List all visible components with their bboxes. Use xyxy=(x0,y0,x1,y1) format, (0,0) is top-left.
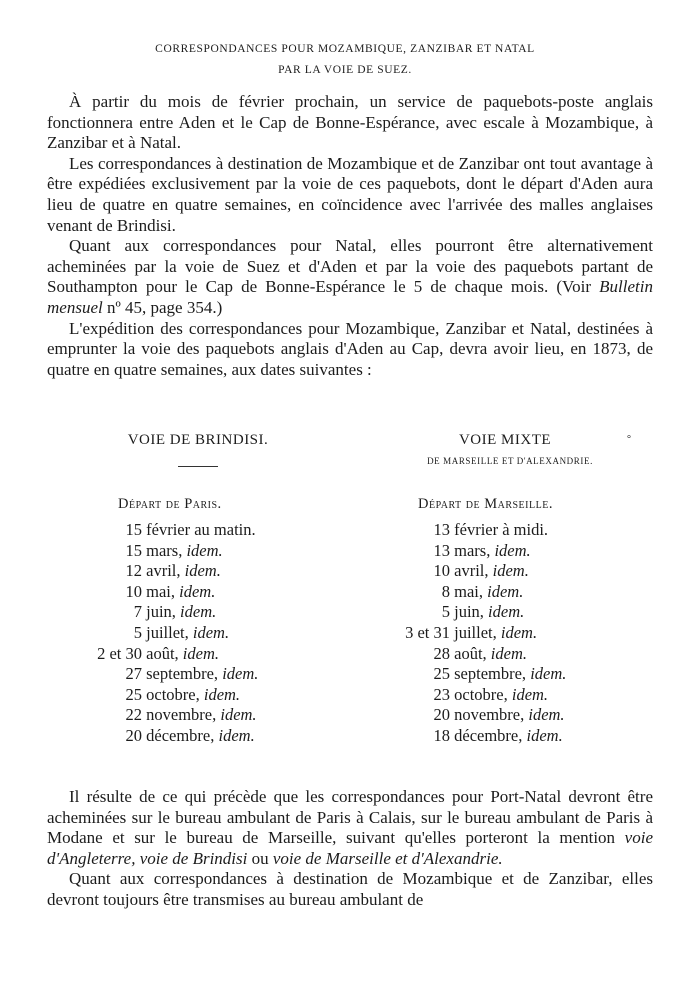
intro-text xyxy=(47,92,653,380)
outro-text xyxy=(47,787,653,911)
date-row xyxy=(70,561,258,582)
date-day: 10 xyxy=(125,581,142,601)
idem-text: idem. xyxy=(488,602,525,622)
date-month: octobre, xyxy=(142,684,204,704)
date-row xyxy=(70,623,258,644)
date-day: 8 xyxy=(441,581,450,601)
date-month: octobre, xyxy=(450,684,512,704)
left-departure-heading: Départ de Paris. xyxy=(118,496,222,512)
idem-text: idem. xyxy=(203,684,241,704)
date-row xyxy=(70,705,258,726)
idem-text: idem. xyxy=(526,725,563,745)
date-day: 5 xyxy=(441,602,450,622)
date-month: novembre, xyxy=(450,705,529,725)
date-row xyxy=(70,582,258,603)
date-day: 13 xyxy=(433,540,450,560)
idem-text: idem. xyxy=(487,581,524,601)
text-run: Il résulte de ce qui précède que les correspondances pour Port-Natal devront être acheminées sur le bureau ambulant de Paris à Calais, sur le bureau ambulant de Paris à Modane et sur le bureau de Marseille, suivant qu'elles porteront la mention xyxy=(47,787,653,848)
paragraph-2 xyxy=(47,154,653,236)
date-day: 23 xyxy=(433,684,450,704)
idem-text: idem. xyxy=(500,622,538,642)
date-day: 13 xyxy=(433,520,450,539)
date-month: juillet, xyxy=(450,622,501,642)
date-day: 15 xyxy=(125,520,142,539)
paragraph-5 xyxy=(47,787,653,869)
idem-text: idem. xyxy=(218,725,255,745)
date-day: 20 xyxy=(433,705,450,725)
date-row xyxy=(388,685,566,706)
date-month: août, xyxy=(450,643,491,663)
date-month: mars, xyxy=(142,540,187,560)
date-row xyxy=(70,685,258,706)
date-day: 2 et 30 xyxy=(97,643,142,663)
date-month: juin, xyxy=(142,602,181,622)
date-day: 7 xyxy=(133,602,142,622)
text-run: Quant aux correspondances à destination de Mozambique et de Zanzibar, elles devront toujours être transmises au bureau ambulant de xyxy=(47,869,653,909)
left-column-title: VOIE DE BRINDISI. xyxy=(127,432,269,448)
date-day: 10 xyxy=(433,561,450,581)
text-run: nº 45, page 354.) xyxy=(102,297,223,317)
date-row xyxy=(70,541,258,562)
date-month: décembre, xyxy=(142,725,219,745)
right-date-list xyxy=(388,520,566,747)
date-row xyxy=(388,705,566,726)
italic-run: Bulletin mensuel xyxy=(47,277,653,317)
date-row xyxy=(70,726,258,747)
idem-text: idem. xyxy=(530,664,567,684)
date-month: mars, xyxy=(450,540,495,560)
date-month: septembre, xyxy=(142,664,223,684)
left-date-list xyxy=(70,520,258,747)
date-row xyxy=(388,541,566,562)
date-day: 25 xyxy=(433,664,450,684)
date-day: 28 xyxy=(433,643,450,663)
idem-text: idem. xyxy=(180,602,217,622)
date-day: 15 xyxy=(125,540,142,560)
idem-text: idem. xyxy=(222,664,259,684)
idem-text: idem. xyxy=(182,643,219,663)
date-month: avril, xyxy=(450,561,493,581)
date-row xyxy=(70,664,258,685)
date-month: juin, xyxy=(450,602,489,622)
date-row xyxy=(70,602,258,623)
italic-run: voie de Marseille et d'Alexandrie. xyxy=(272,848,503,868)
right-departure-heading: Départ de Marseille. xyxy=(418,496,553,512)
paragraph-3 xyxy=(47,236,653,318)
date-day: 5 xyxy=(133,622,142,642)
date-month: février à midi. xyxy=(450,520,549,539)
date-month: mai, xyxy=(142,581,180,601)
text-run: À partir du mois de février prochain, un service de paquebots-poste anglais fonctionnera entre Aden et le Cap de Bonne-Espérance, avec escale à Mozambique, à Zanzibar et à Natal. xyxy=(47,92,653,153)
date-day: 3 et 31 xyxy=(405,622,450,642)
idem-text: idem. xyxy=(179,581,216,601)
idem-text: idem. xyxy=(220,705,257,725)
date-month: mai, xyxy=(450,581,488,601)
right-column-subtitle: DE MARSEILLE ET D'ALEXANDRIE. xyxy=(427,456,593,466)
right-column-title: VOIE MIXTE xyxy=(458,432,552,448)
date-row xyxy=(388,520,566,541)
date-row xyxy=(388,644,566,665)
date-row xyxy=(388,582,566,603)
date-row xyxy=(388,561,566,582)
idem-text: idem. xyxy=(490,643,527,663)
date-row xyxy=(388,623,566,644)
date-month: août, xyxy=(142,643,183,663)
page-subtitle: PAR LA VOIE DE SUEZ. xyxy=(278,64,412,76)
text-run: L'expédition des correspondances pour Mozambique, Zanzibar et Natal, destinées à emprunter la voie des paquebots anglais d'Aden au Cap, devra avoir lieu, en 1873, de quatre en quatre semaines, aux dates suivantes : xyxy=(47,318,653,379)
date-month: décembre, xyxy=(450,725,527,745)
date-row xyxy=(70,644,258,665)
idem-text: idem. xyxy=(494,540,531,560)
date-month: septembre, xyxy=(450,664,531,684)
paragraph-1 xyxy=(47,92,653,154)
paragraph-6 xyxy=(47,869,653,910)
date-day: 12 xyxy=(125,561,142,581)
idem-text: idem. xyxy=(186,540,223,560)
idem-text: idem. xyxy=(511,684,549,704)
date-row xyxy=(70,520,258,541)
text-run: Quant aux correspondances pour Natal, elles pourront être alternativement acheminées par la voie de Suez et d'Aden et par la voie des paquebots partant de Southampton pour le Cap de Bonne-Espérance le 5 de chaque mois. (Voir xyxy=(47,236,653,297)
paragraph-4 xyxy=(47,319,653,381)
date-row xyxy=(388,602,566,623)
idem-text: idem. xyxy=(192,622,230,642)
date-month: novembre, xyxy=(142,705,221,725)
date-month: février au matin. xyxy=(142,520,256,539)
date-row xyxy=(388,726,566,747)
date-day: 18 xyxy=(433,725,450,745)
date-day: 22 xyxy=(125,705,142,725)
date-row xyxy=(388,664,566,685)
left-column-rule xyxy=(178,466,218,467)
idem-text: idem. xyxy=(528,705,565,725)
date-day: 27 xyxy=(125,664,142,684)
date-day: 20 xyxy=(125,725,142,745)
text-run: Les correspondances à destination de Mozambique et de Zanzibar ont tout avantage à être expédiées exclusivement par la voie de ces paquebots, dont le départ d'Aden aura lieu de quatre en quatre semaines, en coïncidence avec l'arrivée des malles anglaises venant de Brindisi. xyxy=(47,153,653,235)
date-month: juillet, xyxy=(142,622,193,642)
idem-text: idem. xyxy=(492,561,529,581)
italic-run: voie d'Angleterre, voie de Brindisi xyxy=(47,828,653,868)
date-day: 25 xyxy=(125,684,142,704)
text-run: ou xyxy=(247,848,273,868)
page-title: CORRESPONDANCES POUR MOZAMBIQUE, ZANZIBAR ET NATAL xyxy=(155,43,535,55)
date-month: avril, xyxy=(142,561,185,581)
printer-mark: ° xyxy=(627,434,631,445)
idem-text: idem. xyxy=(184,561,221,581)
